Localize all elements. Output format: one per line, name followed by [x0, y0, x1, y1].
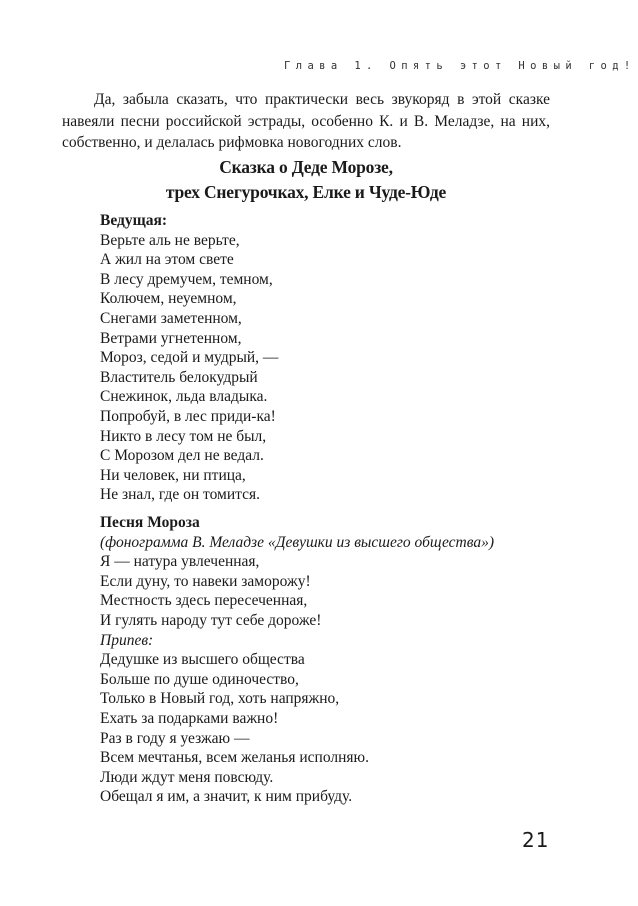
narrator-section	[100, 211, 550, 505]
verse-line: Не знал, где он томится.	[100, 486, 260, 504]
running-head: Глава 1. Опять этот Новый год!	[284, 60, 636, 72]
verse-line: А жил на этом свете	[100, 251, 234, 269]
narrator-role: Ведущая:	[100, 212, 167, 229]
verse-line: Властитель белокудрый	[100, 368, 258, 386]
verse-line: И гулять народу тут себе дороже!	[100, 611, 322, 629]
verse-line: Колючем, неуемном,	[100, 290, 237, 308]
chorus-line: Только в Новый год, хоть напряжно,	[100, 690, 340, 708]
verse-line: Снежинок, льда владыка.	[100, 388, 268, 406]
verse-line: Я — натура увлеченная,	[100, 553, 260, 571]
story-title-line-1: Сказка о Деде Морозе,	[219, 157, 393, 177]
song-title: Песня Мороза	[100, 514, 200, 531]
intro-paragraph: Да, забыла сказать, что практически весь звукоряд в этой сказке навеяли песни российской эстрады, особенно К. и В. Меладзе, на них, собственно, и делалась рифмовка новогодних слов.	[62, 91, 550, 151]
chorus-line: Больше по душе одиночество,	[100, 670, 299, 688]
page-number: 21	[522, 828, 550, 852]
verse-line: Ветрами угнетенном,	[100, 329, 242, 347]
verse-line: Мороз, седой и мудрый, —	[100, 349, 279, 367]
song-source: (фонограмма В. Меладзе «Девушки из высшего общества»)	[100, 533, 495, 551]
verse-line: Попробуй, в лес приди-ка!	[100, 407, 276, 425]
chorus-line: Дедушке из высшего общества	[100, 651, 305, 669]
verse-line: С Морозом дел не ведал.	[100, 447, 264, 465]
verse-line: Снегами заметенном,	[100, 309, 242, 327]
chorus-line: Раз в году я уезжаю —	[100, 729, 250, 747]
chorus-line: Всем мечтанья, всем желанья исполняю.	[100, 749, 370, 767]
verse-line: Ни человек, ни птица,	[100, 466, 246, 484]
verse-line: Верьте аль не верьте,	[100, 231, 240, 249]
verse-line: Никто в лесу том не был,	[100, 427, 267, 445]
verse-line: Местность здесь пересеченная,	[100, 592, 308, 610]
verse-line: Если дуну, то навеки заморожу!	[100, 572, 311, 590]
verse-line: В лесу дремучем, темном,	[100, 270, 273, 288]
chorus-line: Люди ждут меня повсюду.	[100, 768, 274, 786]
story-title-line-2: трех Снегурочках, Елке и Чуде-Юде	[165, 182, 447, 202]
chorus-line: Ехать за подарками важно!	[100, 709, 279, 727]
chorus-label: Припев:	[100, 631, 154, 649]
song-section	[100, 513, 550, 807]
chorus-line: Обещал я им, а значит, к ним прибуду.	[100, 788, 353, 806]
